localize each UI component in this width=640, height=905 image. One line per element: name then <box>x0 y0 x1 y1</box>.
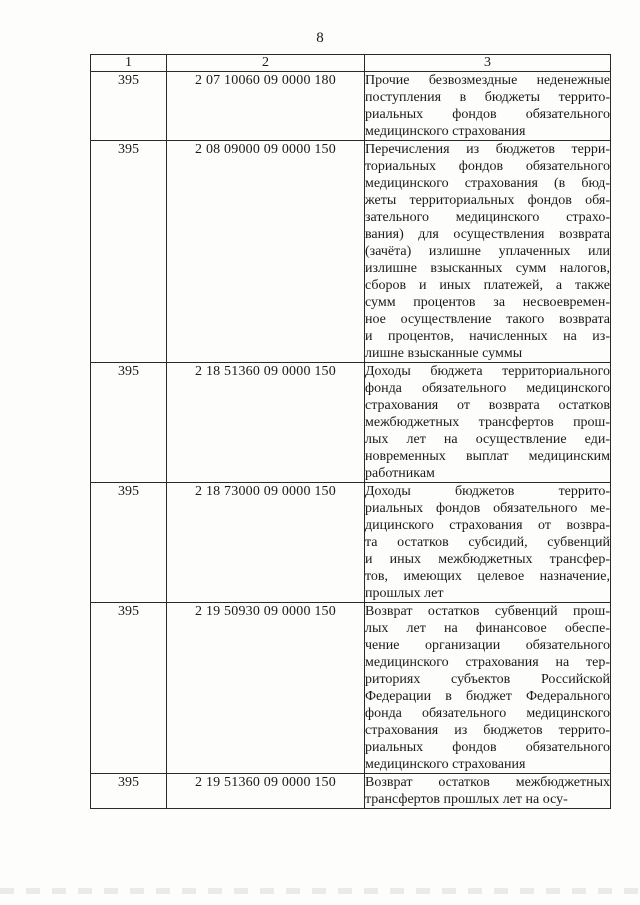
table-row <box>91 603 611 774</box>
description-line: ное осуществление такого возврата <box>365 312 610 327</box>
description-cell <box>365 483 611 603</box>
description-line: лых лет на финансовое обеспе- <box>365 621 610 636</box>
description-line: трансфертов прошлых лет на осу- <box>365 792 568 807</box>
description-line: фонда обязательного медицинского <box>365 706 610 721</box>
admin-code-cell: 395 <box>91 363 167 483</box>
description-cell <box>365 363 611 483</box>
table-row <box>91 141 611 363</box>
description-cell <box>365 774 611 809</box>
description-cell <box>365 72 611 141</box>
description-line: дицинского страхования от возвра- <box>365 518 610 533</box>
description-line: новременных выплат медицинским <box>365 449 610 464</box>
revenue-code-cell: 2 07 10060 09 0000 180 <box>167 72 365 141</box>
revenue-code-cell: 2 08 09000 09 0000 150 <box>167 141 365 363</box>
description-line: поступления в бюджеты террито- <box>365 90 610 105</box>
description-line: и процентов, начисленных на из- <box>365 329 610 344</box>
revenue-code-cell: 2 19 50930 09 0000 150 <box>167 603 365 774</box>
description-line: работникам <box>365 466 435 481</box>
description-line: Доходы бюджетов террито- <box>365 484 610 499</box>
table-row <box>91 363 611 483</box>
description-line: сумм процентов за несвоевремен- <box>365 295 610 310</box>
description-line: чение организации обязательного <box>365 638 610 653</box>
description-line: лишне взысканные суммы <box>365 346 523 361</box>
description-line: прошлых лет <box>365 586 444 601</box>
column-header-3: 3 <box>365 55 611 72</box>
revenue-code-cell: 2 18 73000 09 0000 150 <box>167 483 365 603</box>
description-line: риальных фондов обязательного ме- <box>365 501 610 516</box>
description-line: медицинского страхования (в бюд- <box>365 176 610 191</box>
description-line: лых лет на осуществление еди- <box>365 432 610 447</box>
table-row <box>91 483 611 603</box>
table-row <box>91 72 611 141</box>
description-line: Федерации в бюджет Федерального <box>365 689 610 704</box>
description-line: риальных фондов обязательного <box>365 740 610 755</box>
description-line: Доходы бюджета территориального <box>365 364 610 379</box>
description-line: та остатков субсидий, субвенций <box>365 535 610 550</box>
scan-edge-artifact <box>0 888 640 894</box>
description-line: зательного медицинского страхо- <box>365 210 610 225</box>
revenue-code-cell: 2 18 51360 09 0000 150 <box>167 363 365 483</box>
admin-code-cell: 395 <box>91 72 167 141</box>
budget-classification-table <box>90 54 611 809</box>
description-line: страхования от возврата остатков <box>365 398 610 413</box>
revenue-code-cell: 2 19 51360 09 0000 150 <box>167 774 365 809</box>
admin-code-cell: 395 <box>91 141 167 363</box>
description-line: медицинского страхования на тер- <box>365 655 610 670</box>
admin-code-cell: 395 <box>91 774 167 809</box>
description-line: страхования из бюджетов террито- <box>365 723 610 738</box>
description-line: межбюджетных трансфертов прош- <box>365 415 610 430</box>
description-line: ториальных фондов обязательного <box>365 159 610 174</box>
description-cell <box>365 603 611 774</box>
description-line: риториях субъектов Российской <box>365 672 610 687</box>
admin-code-cell: 395 <box>91 483 167 603</box>
column-header-2: 2 <box>167 55 365 72</box>
description-line: риальных фондов обязательного <box>365 107 610 122</box>
description-line: жеты территориальных фондов обя- <box>365 193 610 208</box>
description-cell <box>365 141 611 363</box>
page-number: 8 <box>316 30 324 46</box>
column-header-1: 1 <box>91 55 167 72</box>
description-line: фонда обязательного медицинского <box>365 381 610 396</box>
description-line: медицинского страхования <box>365 757 526 772</box>
description-line: Возврат остатков субвенций прош- <box>365 604 610 619</box>
description-line: Перечисления из бюджетов терри- <box>365 142 610 157</box>
admin-code-cell: 395 <box>91 603 167 774</box>
description-line: Возврат остатков межбюджетных <box>365 775 610 790</box>
description-line: (зачёта) излишне уплаченных или <box>365 244 610 259</box>
table-row <box>91 774 611 809</box>
description-line: вания) для осуществления возврата <box>365 227 610 242</box>
description-line: Прочие безвозмездные неденежные <box>365 73 610 88</box>
description-line: излишне взысканных сумм налогов, <box>365 261 610 276</box>
description-line: сборов и иных платежей, а также <box>365 278 610 293</box>
header-row <box>91 55 611 72</box>
description-line: тов, имеющих целевое назначение, <box>365 569 610 584</box>
description-line: медицинского страхования <box>365 124 526 139</box>
description-line: и иных межбюджетных трансфер- <box>365 552 610 567</box>
